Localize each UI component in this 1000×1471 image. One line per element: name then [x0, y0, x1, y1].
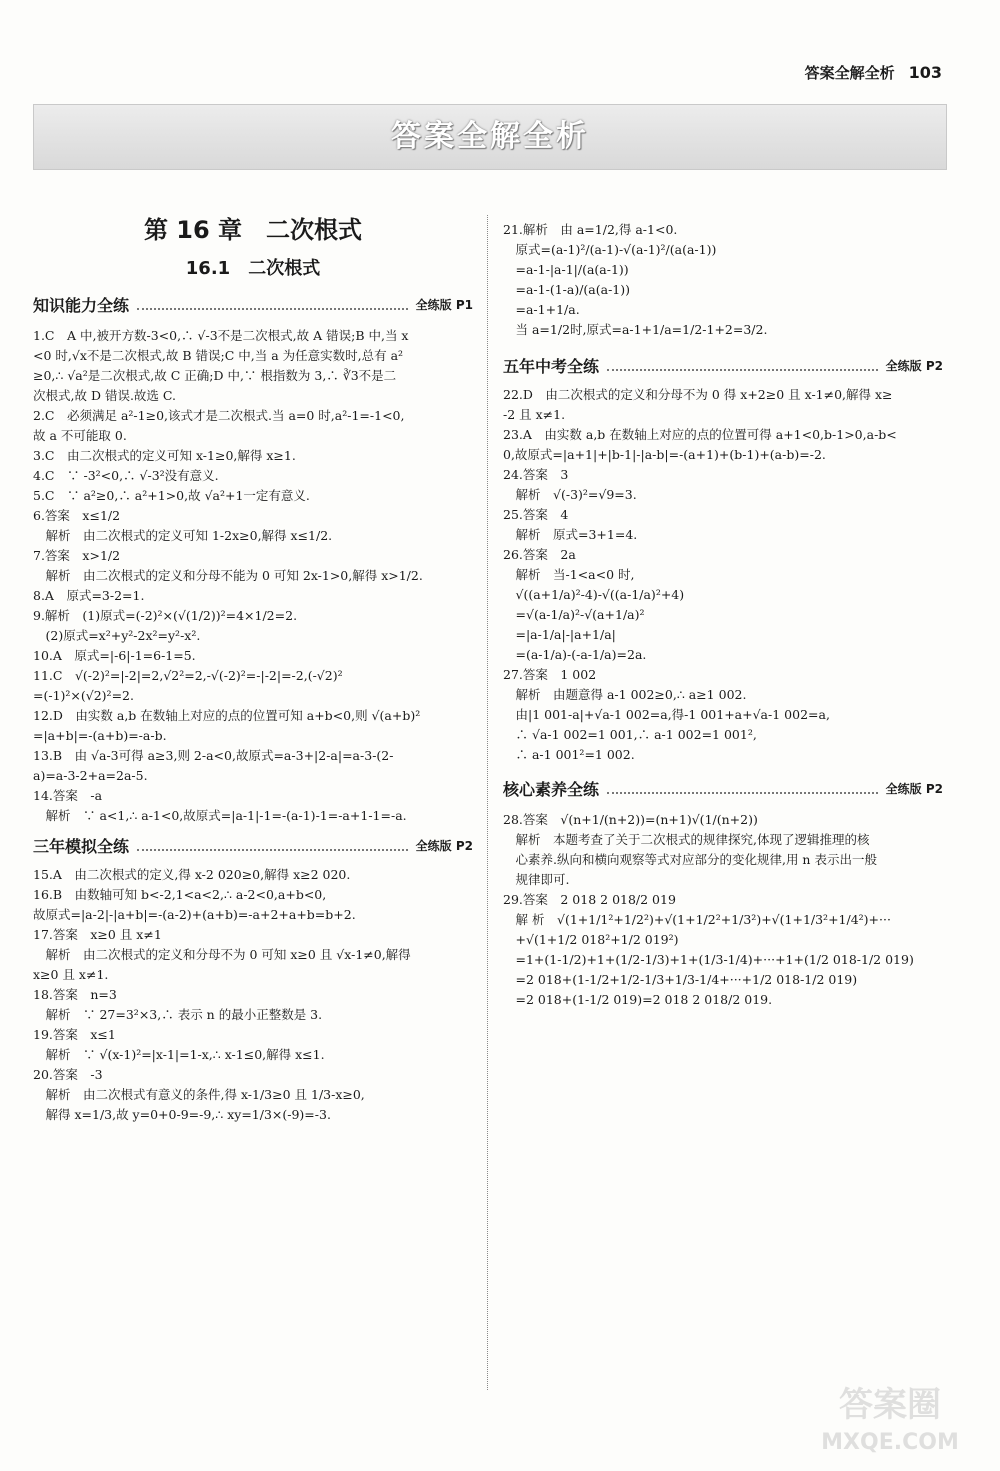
answer-line: 解析 原式=3+1=4.: [503, 527, 638, 542]
answer-list: [503, 810, 943, 1010]
section-title: 知识能力全练: [33, 296, 130, 315]
svg-text:MXQE.COM: MXQE.COM: [821, 1430, 959, 1455]
answer-line: =|a-1/a|-|a+1/a|: [503, 627, 616, 642]
answer-line: 0,故原式=|a+1|+|b-1|-|a-b|=-(a+1)+(b-1)+(a-b)=-2.: [503, 447, 826, 462]
answer-line: 8.A 原式=3-2=1.: [33, 588, 145, 603]
section-title: 核心素养全练: [503, 780, 600, 799]
leader-dots: [607, 784, 878, 794]
answer-line: 解析 由二次根式有意义的条件,得 x-1/3≥0 且 1/3-x≥0,: [33, 1087, 365, 1102]
answer-line: =√(a-1/a)²-√(a+1/a)²: [503, 607, 645, 622]
answer-line: 27.答案 1 002: [503, 667, 597, 682]
answer-line: 18.答案 n=3: [33, 987, 117, 1002]
answer-line: 由|1 001-a|+√a-1 002=a,得-1 001+a+√a-1 002=a,: [503, 707, 830, 722]
answer-line: 19.答案 x≤1: [33, 1027, 116, 1042]
answer-line: =(a-1/a)-(-a-1/a)=2a.: [503, 647, 647, 662]
answer-line: =|a+b|=-(a+b)=-a-b.: [33, 728, 167, 743]
header-title: 答案全解全析: [804, 64, 895, 82]
answer-line: 解析 ∵ √(x-1)²=|x-1|=1-x,∴ x-1≤0,解得 x≤1.: [33, 1047, 325, 1062]
answer-line: 故 a 不可能取 0.: [33, 428, 127, 443]
answer-line: +√(1+1/2 018²+1/2 019²): [503, 932, 679, 947]
answer-list: [33, 326, 473, 826]
answer-line: 心素养.纵向和横向观察等式对应部分的变化规律,用 n 表示出一般: [503, 852, 877, 867]
answer-line: 13.B 由 √a-3可得 a≥3,则 2-a<0,故原式=a-3+|2-a|=a-3-(2-: [33, 748, 394, 763]
title-banner: [33, 104, 947, 170]
section-tag: 全练版 P2: [885, 359, 943, 373]
answer-line: 21.解析 由 a=1/2,得 a-1<0.: [503, 222, 678, 237]
answer-line: =a-1-(1-a)/(a(a-1)): [503, 282, 631, 297]
answer-line: a)=a-3-2+a=2a-5.: [33, 768, 148, 783]
answer-line: 25.答案 4: [503, 507, 569, 522]
section-tag: 全练版 P2: [885, 782, 943, 796]
section-title: 五年中考全练: [503, 357, 600, 376]
answer-line: 17.答案 x≥0 且 x≠1: [33, 927, 162, 942]
answer-list: [503, 385, 943, 765]
answer-line: =2 018+(1-1/2 019)=2 018 2 018/2 019.: [503, 992, 773, 1007]
right-column: [503, 220, 943, 1010]
section-tag: 全练版 P2: [415, 839, 473, 853]
answer-line: (2)原式=x²+y²-2x²=y²-x².: [33, 628, 201, 643]
answer-line: 解析 ∵ a<1,∴ a-1<0,故原式=|a-1|-1=-(a-1)-1=-a+1-1=-a.: [33, 808, 407, 823]
answer-line: 6.答案 x≤1/2: [33, 508, 121, 523]
answer-line: 3.C 由二次根式的定义可知 x-1≥0,解得 x≥1.: [33, 448, 296, 463]
answer-line: =a-1-|a-1|/(a(a-1)): [503, 262, 629, 277]
svg-text:答案圈: 答案圈: [839, 1385, 941, 1425]
answer-line: 24.答案 3: [503, 467, 569, 482]
answer-line: 解析 由二次根式的定义可知 1-2x≥0,解得 x≤1/2.: [33, 528, 333, 543]
leader-dots: [137, 300, 408, 310]
answer-line: x≥0 且 x≠1.: [33, 967, 109, 982]
answer-line: 规律即可.: [503, 872, 570, 887]
answer-line: -2 且 x≠1.: [503, 407, 566, 422]
answer-line: 15.A 由二次根式的定义,得 x-2 020≥0,解得 x≥2 020.: [33, 867, 351, 882]
answer-list: [503, 220, 943, 340]
answer-line: 5.C ∵ a²≥0,∴ a²+1>0,故 √a²+1一定有意义.: [33, 488, 310, 503]
answer-line: 26.答案 2a: [503, 547, 576, 562]
watermark-logo: [800, 1361, 980, 1461]
section-heading: [33, 293, 473, 316]
answer-line: 1.C A 中,被开方数-3<0,∴ √-3不是二次根式,故 A 错误;B 中,当 x: [33, 328, 409, 343]
answer-line: 9.解析 (1)原式=(-2)²×(√(1/2))²=4×1/2=2.: [33, 608, 298, 623]
answer-line: 解析 由题意得 a-1 002≥0,∴ a≥1 002.: [503, 687, 747, 702]
answer-line: 解析 当-1<a<0 时,: [503, 567, 635, 582]
answer-line: 解析 由二次根式的定义和分母不能为 0 可知 2x-1>0,解得 x>1/2.: [33, 568, 423, 583]
section-heading: [503, 777, 943, 800]
running-header: [805, 62, 942, 83]
answer-line: 解析 ∵ 27=3²×3,∴ 表示 n 的最小正整数是 3.: [33, 1007, 323, 1022]
page-number: 103: [908, 63, 942, 82]
answer-line: 23.A 由实数 a,b 在数轴上对应的点的位置可得 a+1<0,b-1>0,a-b<: [503, 427, 897, 442]
answer-line: ∴ √a-1 002=1 001,∴ a-1 002=1 001²,: [503, 727, 757, 742]
answer-line: <0 时,√x不是二次根式,故 B 错误;C 中,当 a 为任意实数时,总有 a²: [33, 348, 404, 363]
answer-line: 4.C ∵ -3²<0,∴ √-3²没有意义.: [33, 468, 219, 483]
answer-line: 2.C 必须满足 a²-1≥0,该式才是二次根式.当 a=0 时,a²-1=-1<0,: [33, 408, 405, 423]
answer-line: ≥0,∴ √a²是二次根式,故 C 正确;D 中,∵ 根指数为 3,∴ ∛3不是二: [33, 368, 397, 383]
answer-line: 22.D 由二次根式的定义和分母不为 0 得 x+2≥0 且 x-1≠0,解得 x≥: [503, 387, 893, 402]
answer-line: ∴ a-1 001²=1 002.: [503, 747, 635, 762]
answer-line: 7.答案 x>1/2: [33, 548, 121, 563]
answer-line: 解析 本题考查了关于二次根式的规律探究,体现了逻辑推理的核: [503, 832, 870, 847]
answer-line: 当 a=1/2时,原式=a-1+1/a=1/2-1+2=3/2.: [503, 322, 768, 337]
column-divider: [487, 215, 488, 1390]
answer-line: 次根式,故 D 错误.故选 C.: [33, 388, 176, 403]
banner-title: 答案全解全析: [391, 119, 589, 154]
answer-line: 20.答案 -3: [33, 1067, 103, 1082]
answer-line: 10.A 原式=|-6|-1=6-1=5.: [33, 648, 196, 663]
section-heading: [503, 354, 943, 377]
section-heading: [33, 834, 473, 857]
answer-line: 11.C √(-2)²=|-2|=2,√2²=2,-√(-2)²=-|-2|=-2,(-√2)²: [33, 668, 343, 683]
answer-line: 28.答案 √(n+1/(n+2))=(n+1)√(1/(n+2)): [503, 812, 758, 827]
answer-line: 解析 由二次根式的定义和分母不为 0 可知 x≥0 且 √x-1≠0,解得: [33, 947, 411, 962]
answer-line: 解得 x=1/3,故 y=0+0-9=-9,∴ xy=1/3×(-9)=-3.: [33, 1107, 331, 1122]
answer-line: =1+(1-1/2)+1+(1/2-1/3)+1+(1/3-1/4)+···+1+(1/2 018-1/2 019): [503, 952, 914, 967]
answer-line: 解析 √(-3)²=√9=3.: [503, 487, 637, 502]
section-title: 三年模拟全练: [33, 837, 130, 856]
answer-line: 解 析 √(1+1/1²+1/2²)+√(1+1/2²+1/3²)+√(1+1/3²+1/4²)+···: [503, 912, 891, 927]
leader-dots: [607, 361, 878, 371]
answer-line: 故原式=|a-2|-|a+b|=-(a-2)+(a+b)=-a+2+a+b=b+2.: [33, 907, 356, 922]
chapter-title: 第 16 章 二次根式: [143, 216, 363, 244]
answer-line: 12.D 由实数 a,b 在数轴上对应的点的位置可知 a+b<0,则 √(a+b)²: [33, 708, 421, 723]
left-column: [33, 293, 473, 1125]
answer-line: 原式=(a-1)²/(a-1)-√(a-1)²/(a(a-1)): [503, 242, 717, 257]
subsection-title: 16.1 二次根式: [185, 258, 321, 279]
answer-line: 16.B 由数轴可知 b<-2,1<a<2,∴ a-2<0,a+b<0,: [33, 887, 327, 902]
answer-line: √((a+1/a)²-4)-√((a-1/a)²+4): [503, 587, 685, 602]
answer-line: =2 018+(1-1/2+1/2-1/3+1/3-1/4+···+1/2 018-1/2 019): [503, 972, 858, 987]
answer-line: =a-1+1/a.: [503, 302, 580, 317]
answer-line: =(-1)²×(√2)²=2.: [33, 688, 134, 703]
answer-line: 29.答案 2 018 2 018/2 019: [503, 892, 676, 907]
section-tag: 全练版 P1: [415, 298, 473, 312]
answer-line: 14.答案 -a: [33, 788, 103, 803]
leader-dots: [137, 841, 408, 851]
answer-list: [33, 865, 473, 1125]
